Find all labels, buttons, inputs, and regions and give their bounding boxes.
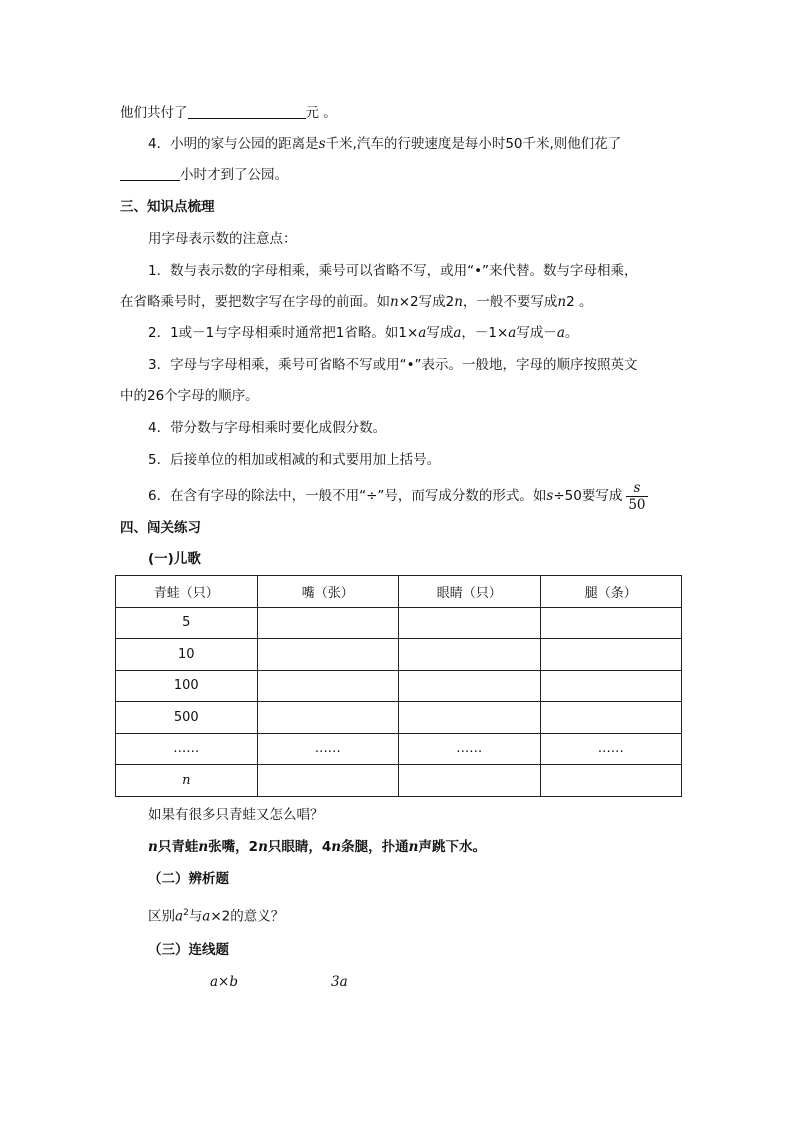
section4-sub2: （二）辨析题 <box>148 871 229 887</box>
note1-text-b: ×2写成2 <box>398 294 455 310</box>
fraction-denominator: 50 <box>628 496 646 513</box>
var-n: n <box>408 839 419 855</box>
frog-table <box>115 575 682 797</box>
table-cell: 5 <box>116 607 258 639</box>
note3-line2: 中的26个字母的顺序。 <box>120 388 259 404</box>
song-question: 如果有很多只青蛙又怎么唱？ <box>148 807 324 823</box>
table-cell[interactable] <box>399 765 541 797</box>
table-cell: …… <box>116 733 258 765</box>
note6-text-a: 6．在含有字母的除法中，一般不用“÷”号，而写成分数的形式。如 <box>148 488 547 504</box>
note6-text-b: ÷50要写成 <box>553 488 623 504</box>
q4-var-s: s <box>318 136 326 152</box>
table-cell: …… <box>540 733 682 765</box>
note1-text-d: 2 。 <box>566 294 593 310</box>
note1-text-a: 在省略乘号时，要把数字写在字母的前面。如 <box>120 294 390 310</box>
note4: 4．带分数与字母相乘时要化成假分数。 <box>148 420 387 436</box>
table-cell[interactable] <box>257 765 399 797</box>
table-cell: …… <box>257 733 399 765</box>
table-header-row <box>116 576 682 608</box>
table-cell[interactable] <box>257 670 399 702</box>
table-cell: n <box>116 765 258 797</box>
q4-text-b: 千米,汽车的行驶速度是每小时50千米,则他们花了 <box>325 136 622 152</box>
var-a: a <box>202 908 211 925</box>
q3-line <box>120 103 337 123</box>
table-cell[interactable] <box>257 607 399 639</box>
note2-text-e: 。 <box>564 325 579 341</box>
var-a: a <box>453 325 462 341</box>
q3-prefix: 他们共付了 <box>120 105 188 121</box>
header-legs: 腿（条） <box>540 576 682 608</box>
table-cell: 500 <box>116 702 258 734</box>
header-eyes: 眼睛（只） <box>399 576 541 608</box>
var-n: n <box>390 294 399 310</box>
section4-title: 四、闯关练习 <box>120 520 201 536</box>
note2 <box>148 323 578 343</box>
exponent: 2 <box>183 908 189 918</box>
note2-text-d: 写成－ <box>516 325 557 341</box>
table-cell[interactable] <box>540 702 682 734</box>
table-cell: …… <box>399 733 541 765</box>
table-row <box>116 639 682 671</box>
var-n: n <box>331 839 342 855</box>
table-row <box>116 702 682 734</box>
q4-text-line2: 小时才到了公园。 <box>180 167 288 183</box>
distinguish-text-a: 区别 <box>148 908 175 925</box>
q4-line-2 <box>120 165 288 185</box>
var-n: n <box>148 839 158 855</box>
header-frogs: 青蛙（只） <box>116 576 258 608</box>
q4-text-a: 4．小明的家与公园的距离是 <box>148 136 319 152</box>
table-cell[interactable] <box>399 702 541 734</box>
var-n: n <box>198 839 209 855</box>
song-text-5: 声跳下水。 <box>418 839 486 855</box>
table-cell: 100 <box>116 670 258 702</box>
header-mouths: 嘴（张） <box>257 576 399 608</box>
q4-answer-blank[interactable] <box>120 166 180 181</box>
var-a: a <box>508 325 517 341</box>
section4-sub1: (一)儿歌 <box>148 551 201 567</box>
match-left-item[interactable]: a×b <box>210 974 239 990</box>
var-n: n <box>258 839 268 855</box>
table-cell: 10 <box>116 639 258 671</box>
song-text-1: 只青蛙 <box>157 839 199 855</box>
song-text-4: 条腿，扑通 <box>341 839 409 855</box>
table-row <box>116 607 682 639</box>
var-s: s <box>546 488 554 504</box>
note2-text-a: 2．1或－1与字母相乘时通常把1省略。如1× <box>148 325 419 341</box>
var-a: a <box>175 908 184 925</box>
song-lyrics <box>148 837 486 857</box>
song-text-3: 只眼睛，4 <box>267 839 332 855</box>
distinguish-text-b: 与 <box>188 908 203 925</box>
section4-sub3: （三）连线题 <box>148 942 229 958</box>
distinguish-text-c: ×2的意义？ <box>210 908 285 925</box>
fraction-s-over-50 <box>626 480 647 513</box>
table-cell[interactable] <box>399 607 541 639</box>
q3-suffix: 元 。 <box>305 105 337 121</box>
fraction-numerator: s <box>626 480 647 497</box>
table-cell[interactable] <box>257 702 399 734</box>
note2-text-c: ，－1× <box>461 325 509 341</box>
table-cell[interactable] <box>399 670 541 702</box>
section3-title: 三、知识点梳理 <box>120 199 215 215</box>
table-row <box>116 765 682 797</box>
note2-text-b: 写成 <box>426 325 454 341</box>
distinguish-question <box>148 903 284 927</box>
table-row <box>116 670 682 702</box>
note3-line1: 3．字母与字母相乘，乘号可省略不写或用“•”表示。一般地，字母的顺序按照英文 <box>148 357 638 373</box>
q4-line-1 <box>148 134 621 154</box>
table-cell[interactable] <box>540 765 682 797</box>
song-text-2: 张嘴，2 <box>208 839 259 855</box>
table-cell[interactable] <box>540 607 682 639</box>
note1-text-c: ，一般不要写成 <box>462 294 558 310</box>
table-cell[interactable] <box>540 670 682 702</box>
section3-intro: 用字母表示数的注意点： <box>148 231 297 247</box>
table-cell[interactable] <box>399 639 541 671</box>
var-n: n <box>557 294 567 310</box>
match-right-item[interactable]: 3a <box>331 974 348 990</box>
table-cell[interactable] <box>257 639 399 671</box>
note6 <box>148 476 648 516</box>
var-a: a <box>556 325 565 341</box>
table-row <box>116 733 682 765</box>
note5: 5．后接单位的相加或相减的和式要用加上括号。 <box>148 452 441 468</box>
note1-line2 <box>120 292 593 312</box>
var-a: a <box>418 325 427 341</box>
var-n: n <box>454 294 463 310</box>
q3-answer-blank[interactable] <box>188 104 306 119</box>
note1-line1: 1．数与表示数的字母相乘，乘号可以省略不写，或用“•”来代替。数与字母相乘， <box>148 263 638 279</box>
table-cell[interactable] <box>540 639 682 671</box>
